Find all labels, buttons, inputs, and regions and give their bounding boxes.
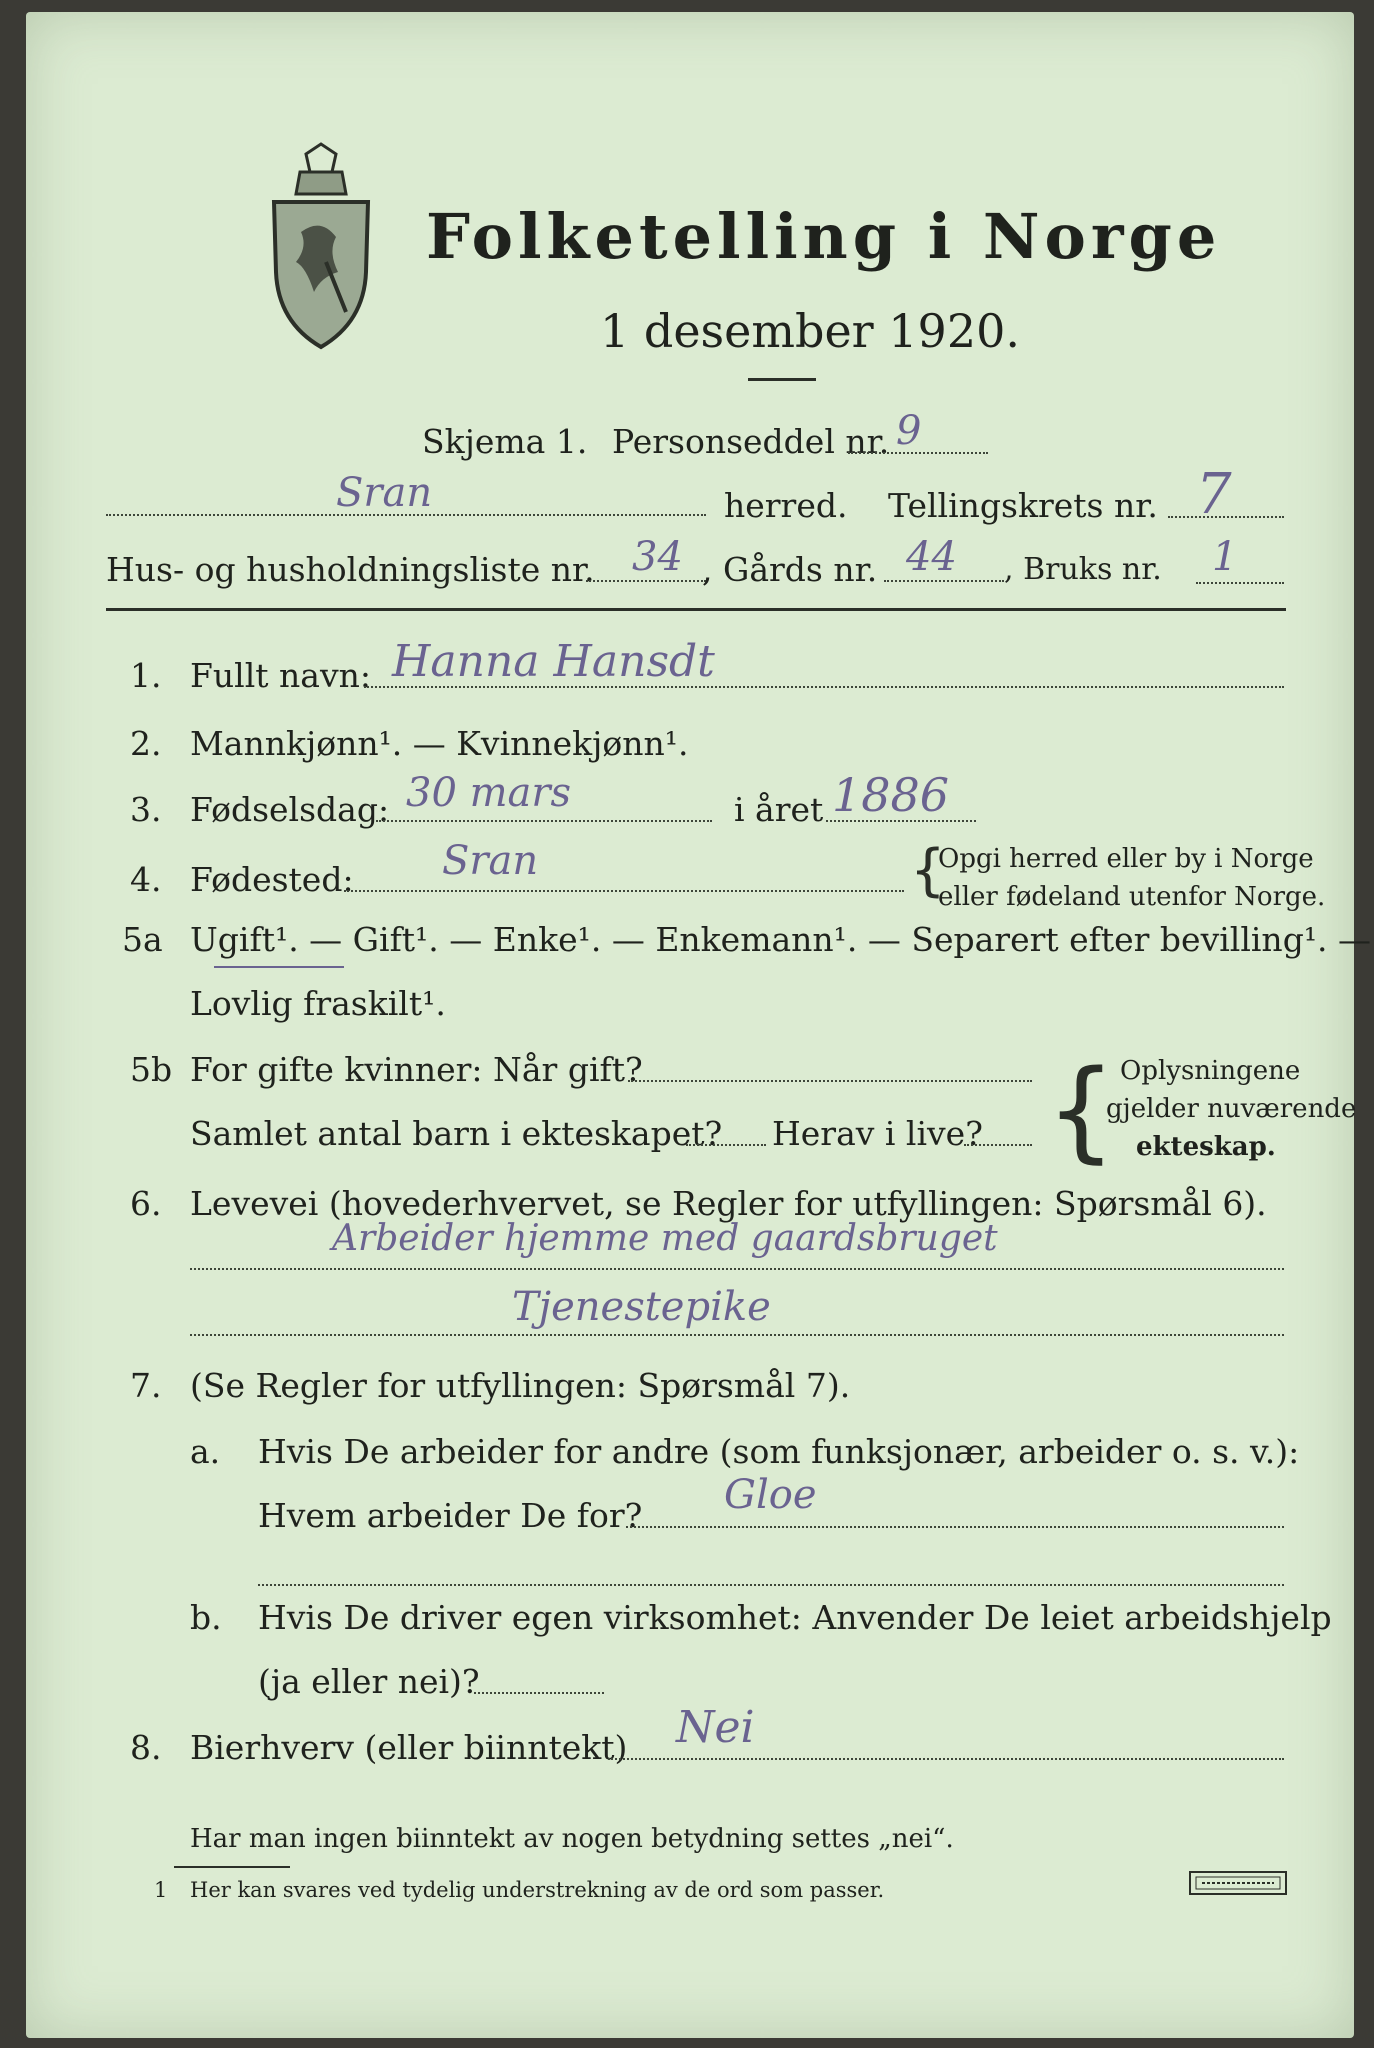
side-income-value: Nei xyxy=(676,1702,755,1753)
birthday-value: 30 mars xyxy=(406,770,572,816)
q5a-marital-options-cont[interactable]: Lovlig fraskilt¹. xyxy=(190,984,446,1023)
side-income-field[interactable] xyxy=(608,1758,1284,1760)
q3-label: Fødselsdag: xyxy=(190,790,390,829)
personseddel-value: 9 xyxy=(896,408,922,454)
birthplace-field[interactable] xyxy=(344,890,904,892)
q5a-marital-options[interactable]: Ugift¹. — Gift¹. — Enke¹. — Enkemann¹. — Separert efter bevilling¹. — xyxy=(190,920,1372,959)
q5b-note-line1: Oplysningene xyxy=(1120,1056,1301,1086)
q4-note-line2: eller fødeland utenfor Norge. xyxy=(938,882,1326,912)
q2-number: 2. xyxy=(130,724,162,763)
hus-field[interactable] xyxy=(586,580,706,582)
q4-label: Fødested: xyxy=(190,860,354,899)
schema-label: Skjema 1. xyxy=(422,422,588,461)
q8-number: 8. xyxy=(130,1728,162,1767)
tellingskrets-label: Tellingskrets nr. xyxy=(888,486,1158,525)
q7a-letter: a. xyxy=(190,1432,221,1471)
q5b-note-bracket: { xyxy=(1046,1046,1116,1174)
q5b-alive-label: Herav i live? xyxy=(772,1114,983,1153)
employer-value: Gloe xyxy=(724,1472,817,1518)
header-divider xyxy=(106,608,1286,611)
q8-label: Bierhverv (eller biinntekt) xyxy=(190,1728,628,1767)
q7b-label-cont: (ja eller nei)? xyxy=(258,1662,480,1701)
coat-of-arms-icon xyxy=(266,142,376,352)
gards-value: 44 xyxy=(906,534,957,580)
footnote-divider xyxy=(174,1866,290,1868)
gards-label: , Gårds nr. xyxy=(702,550,878,589)
married-date-field[interactable] xyxy=(628,1080,1032,1082)
q4-number: 4. xyxy=(130,860,162,899)
bruks-label: , Bruks nr. xyxy=(1004,552,1162,587)
full-name-value: Hanna Hansdt xyxy=(392,636,715,687)
q7a-label: Hvis De arbeider for andre (som funksjonær, arbeider o. s. v.): xyxy=(258,1432,1300,1471)
q7-label: (Se Regler for utfyllingen: Spørsmål 7). xyxy=(190,1366,851,1405)
q4-note-line1: Opgi herred eller by i Norge xyxy=(938,844,1314,874)
q7b-label: Hvis De driver egen virksomhet: Anvender De leiet arbeidshjelp xyxy=(258,1598,1332,1637)
q5b-note-line2: gjelder nuværende xyxy=(1106,1094,1357,1124)
q5b-children-label: Samlet antal barn i ekteskapet? xyxy=(190,1114,723,1153)
title-divider xyxy=(748,378,816,381)
bruks-field[interactable] xyxy=(1196,582,1284,584)
children-count-field[interactable] xyxy=(686,1144,766,1146)
q1-label: Fullt navn: xyxy=(190,656,371,695)
tellingskrets-value: 7 xyxy=(1196,462,1232,527)
printer-stamp-icon xyxy=(1188,1868,1288,1898)
employer-field-2[interactable] xyxy=(258,1584,1284,1586)
birth-year-value: 1886 xyxy=(832,768,950,822)
footnote-text: Her kan svares ved tydelig understrekning av de ord som passer. xyxy=(190,1878,885,1902)
q5b-label: For gifte kvinner: Når gift? xyxy=(190,1050,643,1089)
q1-number: 1. xyxy=(130,656,162,695)
bruks-value: 1 xyxy=(1212,534,1238,580)
q6-number: 6. xyxy=(130,1184,162,1223)
employer-field[interactable] xyxy=(626,1526,1284,1528)
q5b-number: 5b xyxy=(130,1050,173,1089)
gards-field[interactable] xyxy=(884,580,1004,582)
personseddel-label: Personseddel nr. xyxy=(612,422,890,461)
ugift-underline xyxy=(214,966,344,968)
hired-help-field[interactable] xyxy=(474,1692,604,1694)
herred-label: herred. xyxy=(724,486,848,525)
occupation-field-1[interactable] xyxy=(190,1268,1284,1270)
q7a-employer-label: Hvem arbeider De for? xyxy=(258,1496,643,1535)
q5a-number: 5a xyxy=(122,920,163,959)
hus-value: 34 xyxy=(632,534,683,580)
footnote-mark: 1 xyxy=(154,1878,168,1902)
q7b-letter: b. xyxy=(190,1598,222,1637)
birthplace-value: Sran xyxy=(442,838,539,884)
q6-label: Levevei (hovederhvervet, se Regler for utfyllingen: Spørsmål 6). xyxy=(190,1184,1267,1223)
hus-label: Hus- og husholdningsliste nr. xyxy=(106,550,595,589)
birthday-field[interactable] xyxy=(376,820,712,822)
census-form-sheet xyxy=(26,12,1372,2038)
q3-year-label: i året xyxy=(734,790,824,829)
q5b-note-line3: ekteskap. xyxy=(1136,1132,1276,1162)
form-title: Folketelling i Norge xyxy=(426,200,1222,273)
q2-gender-options[interactable]: Mannkjønn¹. — Kvinnekjønn¹. xyxy=(190,724,689,763)
children-alive-field[interactable] xyxy=(964,1144,1032,1146)
q7-number: 7. xyxy=(130,1366,162,1405)
q3-number: 3. xyxy=(130,790,162,829)
income-note: Har man ingen biinntekt av nogen betydning settes „nei“. xyxy=(190,1824,954,1854)
census-date: 1 desember 1920. xyxy=(600,304,1020,358)
occupation-value-2: Tjenestepike xyxy=(512,1284,771,1330)
occupation-value-1: Arbeider hjemme med gaardsbruget xyxy=(332,1218,998,1259)
herred-value: Sran xyxy=(336,470,433,516)
q4-note-bracket: { xyxy=(910,838,946,903)
occupation-field-2[interactable] xyxy=(190,1334,1284,1336)
